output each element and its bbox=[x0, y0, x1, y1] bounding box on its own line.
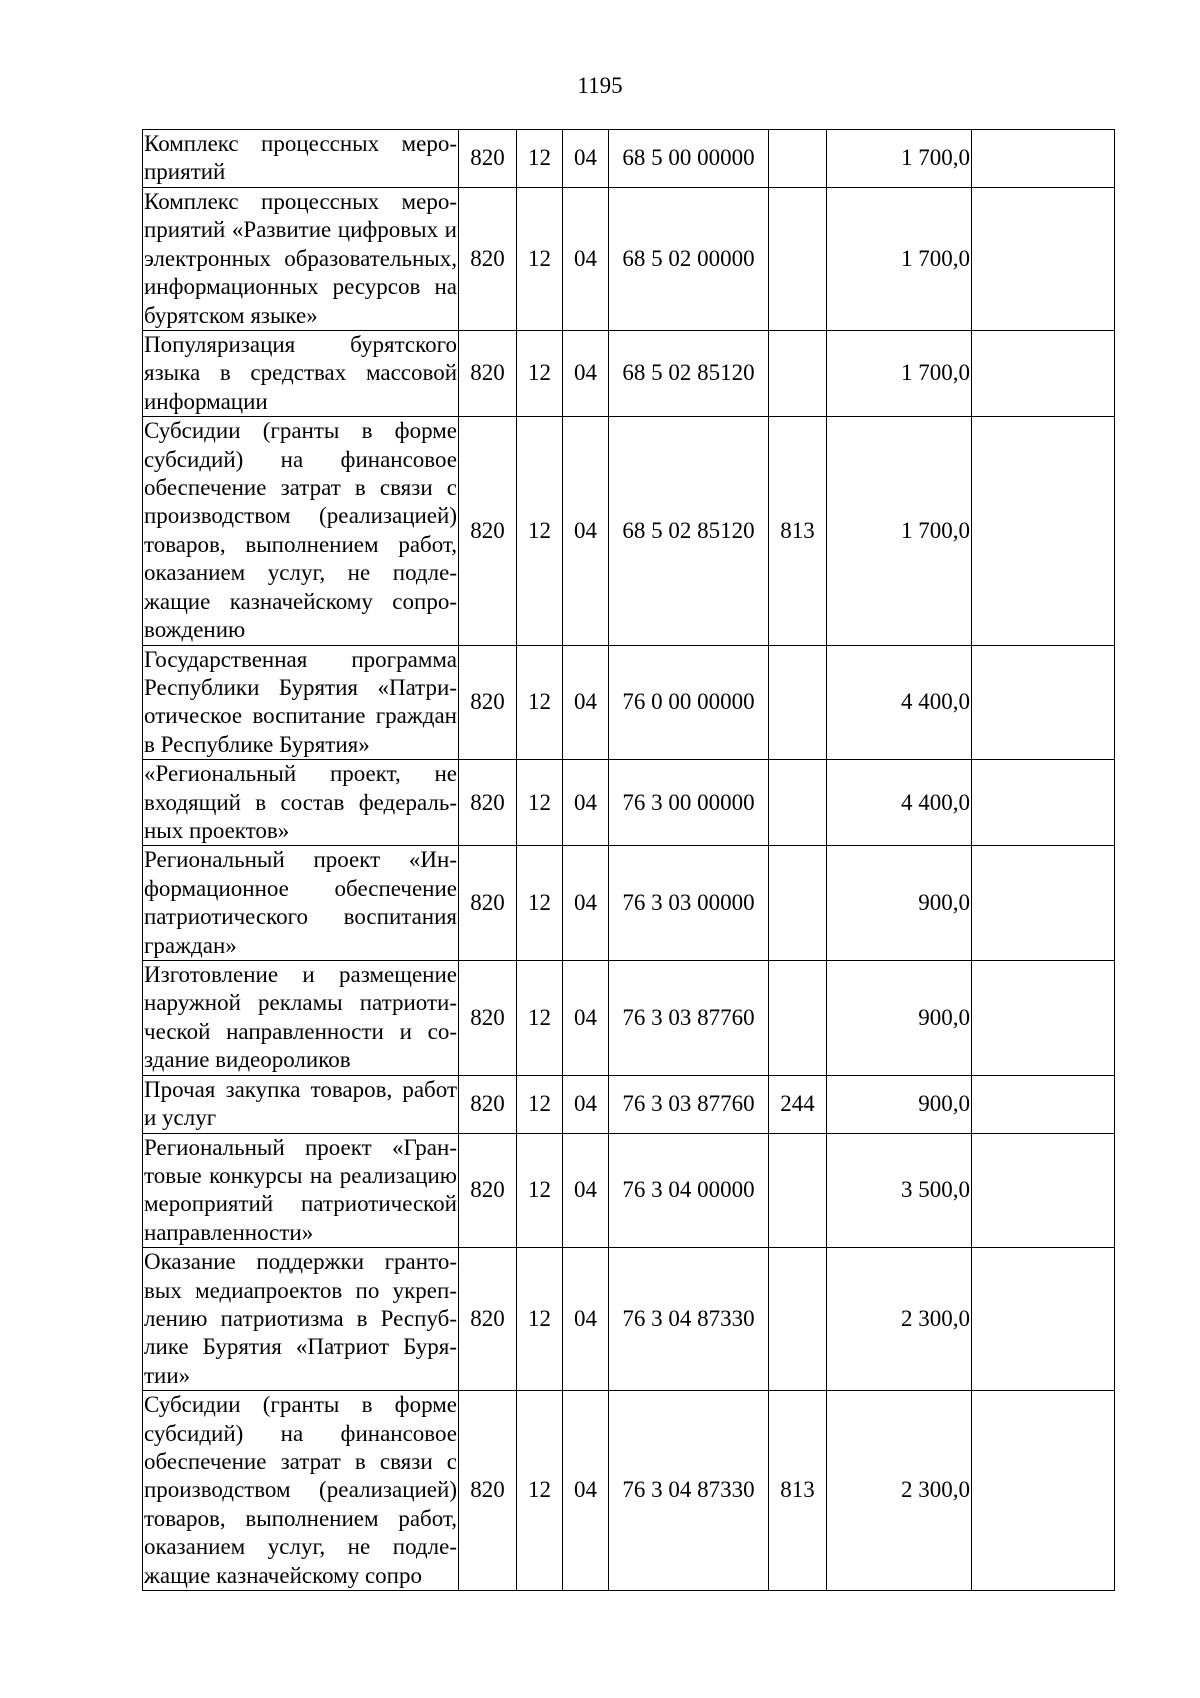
subsection-code: 04 bbox=[563, 760, 609, 846]
section-code: 12 bbox=[517, 1075, 563, 1133]
ministry-code: 820 bbox=[459, 846, 517, 961]
row-name: Субсидии (гранты в форме субсидий) на финансовое обеспечение затрат в связи с производством (реализацией) товаров, выполнением работ, оказанием услуг, не подлежащие казначейскому сопровождению bbox=[143, 417, 459, 645]
budget-table bbox=[142, 129, 1115, 1591]
extra-column bbox=[972, 1133, 1115, 1248]
ministry-code: 820 bbox=[459, 130, 517, 188]
row-name: Прочая закупка товаров, работ и услуг bbox=[143, 1075, 459, 1133]
section-code: 12 bbox=[517, 417, 563, 645]
subsection-code: 04 bbox=[563, 1248, 609, 1391]
table-body bbox=[143, 130, 1115, 1591]
expense-type-code bbox=[769, 960, 827, 1075]
ministry-code: 820 bbox=[459, 331, 517, 417]
amount: 2 300,0 bbox=[827, 1248, 972, 1391]
target-article-code: 76 3 03 87760 bbox=[609, 960, 769, 1075]
amount: 900,0 bbox=[827, 846, 972, 961]
expense-type-code: 813 bbox=[769, 417, 827, 645]
subsection-code: 04 bbox=[563, 1133, 609, 1248]
subsection-code: 04 bbox=[563, 1075, 609, 1133]
table-row bbox=[143, 1248, 1115, 1391]
expense-type-code bbox=[769, 846, 827, 961]
ministry-code: 820 bbox=[459, 1075, 517, 1133]
ministry-code: 820 bbox=[459, 417, 517, 645]
subsection-code: 04 bbox=[563, 1391, 609, 1591]
table-row bbox=[143, 760, 1115, 846]
target-article-code: 76 3 04 00000 bbox=[609, 1133, 769, 1248]
section-code: 12 bbox=[517, 645, 563, 760]
table-row bbox=[143, 645, 1115, 760]
extra-column bbox=[972, 188, 1115, 331]
extra-column bbox=[972, 417, 1115, 645]
row-name: «Региональный проект, не входящий в состав федеральных проектов» bbox=[143, 760, 459, 846]
amount: 1 700,0 bbox=[827, 417, 972, 645]
expense-type-code bbox=[769, 130, 827, 188]
subsection-code: 04 bbox=[563, 645, 609, 760]
section-code: 12 bbox=[517, 1133, 563, 1248]
target-article-code: 76 3 04 87330 bbox=[609, 1248, 769, 1391]
table-row bbox=[143, 331, 1115, 417]
subsection-code: 04 bbox=[563, 960, 609, 1075]
section-code: 12 bbox=[517, 960, 563, 1075]
target-article-code: 76 3 03 87760 bbox=[609, 1075, 769, 1133]
target-article-code: 68 5 02 00000 bbox=[609, 188, 769, 331]
ministry-code: 820 bbox=[459, 645, 517, 760]
subsection-code: 04 bbox=[563, 417, 609, 645]
target-article-code: 68 5 00 00000 bbox=[609, 130, 769, 188]
amount: 4 400,0 bbox=[827, 645, 972, 760]
row-name: Комплекс процессных мероприятий «Развитие цифровых и электронных образовательных, информационных ресурсов на бурятском языке» bbox=[143, 188, 459, 331]
target-article-code: 76 3 03 00000 bbox=[609, 846, 769, 961]
table-row bbox=[143, 1075, 1115, 1133]
section-code: 12 bbox=[517, 1391, 563, 1591]
page-number: 1195 bbox=[577, 73, 623, 98]
section-code: 12 bbox=[517, 846, 563, 961]
row-name: Комплекс процессных мероприятий bbox=[143, 130, 459, 188]
amount: 1 700,0 bbox=[827, 188, 972, 331]
target-article-code: 76 3 00 00000 bbox=[609, 760, 769, 846]
extra-column bbox=[972, 1391, 1115, 1591]
row-name: Субсидии (гранты в форме субсидий) на финансовое обеспечение затрат в связи с производством (реализацией) товаров, выполнением работ, оказанием услуг, не подлежащие казначейскому сопро bbox=[143, 1391, 459, 1591]
expense-type-code bbox=[769, 1133, 827, 1248]
extra-column bbox=[972, 645, 1115, 760]
ministry-code: 820 bbox=[459, 1133, 517, 1248]
target-article-code: 68 5 02 85120 bbox=[609, 417, 769, 645]
row-name: Изготовление и размещение наружной рекламы патриотической направленности и создание видеороликов bbox=[143, 960, 459, 1075]
extra-column bbox=[972, 1248, 1115, 1391]
expense-type-code bbox=[769, 331, 827, 417]
extra-column bbox=[972, 331, 1115, 417]
expense-type-code: 244 bbox=[769, 1075, 827, 1133]
table-row bbox=[143, 1391, 1115, 1591]
expense-type-code bbox=[769, 760, 827, 846]
target-article-code: 76 0 00 00000 bbox=[609, 645, 769, 760]
target-article-code: 76 3 04 87330 bbox=[609, 1391, 769, 1591]
amount: 4 400,0 bbox=[827, 760, 972, 846]
ministry-code: 820 bbox=[459, 1248, 517, 1391]
amount: 2 300,0 bbox=[827, 1391, 972, 1591]
subsection-code: 04 bbox=[563, 331, 609, 417]
row-name: Оказание поддержки грантовых медиапроектов по укреплению патриотизма в Республике Бурятия «Патриот Бурятии» bbox=[143, 1248, 459, 1391]
ministry-code: 820 bbox=[459, 760, 517, 846]
expense-type-code bbox=[769, 645, 827, 760]
extra-column bbox=[972, 846, 1115, 961]
expense-type-code bbox=[769, 188, 827, 331]
table-row bbox=[143, 960, 1115, 1075]
extra-column bbox=[972, 130, 1115, 188]
extra-column bbox=[972, 760, 1115, 846]
table-row bbox=[143, 1133, 1115, 1248]
expense-type-code: 813 bbox=[769, 1391, 827, 1591]
row-name: Региональный проект «Информационное обеспечение патриотического воспитания граждан» bbox=[143, 846, 459, 961]
ministry-code: 820 bbox=[459, 1391, 517, 1591]
subsection-code: 04 bbox=[563, 188, 609, 331]
amount: 3 500,0 bbox=[827, 1133, 972, 1248]
expense-type-code bbox=[769, 1248, 827, 1391]
row-name: Популяризация бурятского языка в средствах массовой информации bbox=[143, 331, 459, 417]
section-code: 12 bbox=[517, 188, 563, 331]
section-code: 12 bbox=[517, 130, 563, 188]
subsection-code: 04 bbox=[563, 846, 609, 961]
extra-column bbox=[972, 1075, 1115, 1133]
table-row bbox=[143, 188, 1115, 331]
ministry-code: 820 bbox=[459, 188, 517, 331]
table-row bbox=[143, 417, 1115, 645]
row-name: Региональный проект «Грантовые конкурсы на реализацию мероприятий патриотической направленности» bbox=[143, 1133, 459, 1248]
section-code: 12 bbox=[517, 1248, 563, 1391]
subsection-code: 04 bbox=[563, 130, 609, 188]
table-row bbox=[143, 846, 1115, 961]
extra-column bbox=[972, 960, 1115, 1075]
amount: 1 700,0 bbox=[827, 130, 972, 188]
ministry-code: 820 bbox=[459, 960, 517, 1075]
section-code: 12 bbox=[517, 760, 563, 846]
table-row bbox=[143, 130, 1115, 188]
row-name: Государственная программа Республики Бурятия «Патриотическое воспитание граждан в Республике Бурятия» bbox=[143, 645, 459, 760]
amount: 900,0 bbox=[827, 960, 972, 1075]
section-code: 12 bbox=[517, 331, 563, 417]
target-article-code: 68 5 02 85120 bbox=[609, 331, 769, 417]
amount: 900,0 bbox=[827, 1075, 972, 1133]
amount: 1 700,0 bbox=[827, 331, 972, 417]
